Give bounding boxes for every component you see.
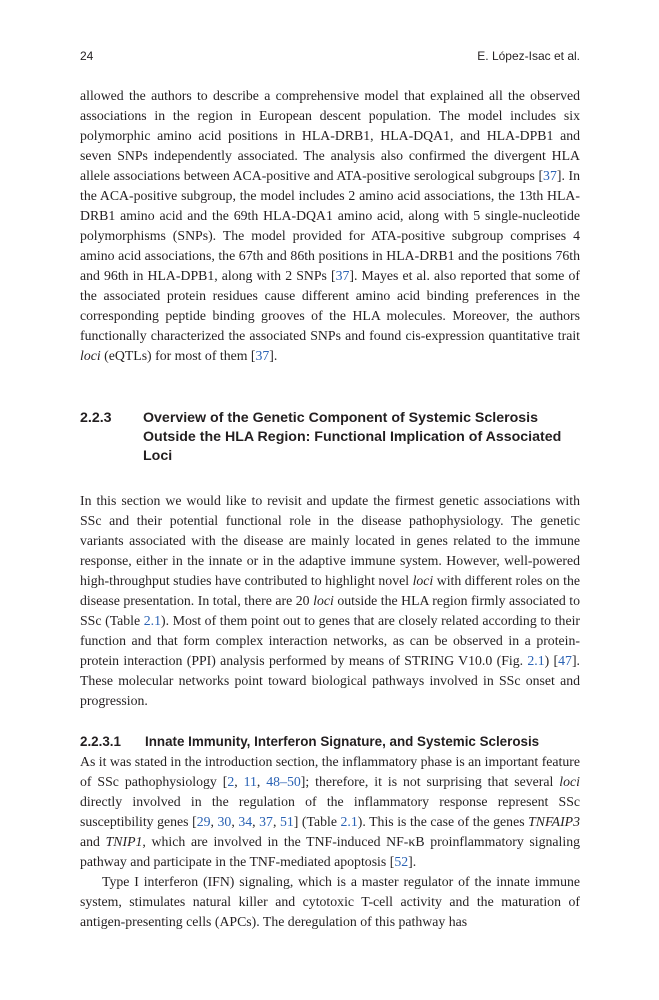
text-run: outside the HLA region firmly associated to SSc (Table [80, 593, 581, 628]
subsection-number: 2.2.3.1 [80, 734, 121, 749]
text-run: , which are involved in the TNF-induced NF-κB proinflammatory signaling pathway and participate in the TNF-mediated apoptosis [ [80, 834, 580, 869]
body-text [80, 86, 580, 932]
text-run: ). This is the case of the genes [357, 814, 529, 829]
text-run: As it was stated in the introduction section, the inflammatory phase is an important feature of SSc pathophysiology [ [80, 754, 581, 789]
text-run: , [256, 774, 267, 789]
text-run: directly involved in the regulation of the inflammatory response represent SSc susceptibility genes [ [80, 794, 580, 829]
section-heading [80, 409, 580, 466]
citation-link[interactable]: 37 [259, 814, 273, 829]
citation-link[interactable]: 37 [543, 168, 557, 183]
text-run: ]; therefore, it is not surprising that several [300, 774, 560, 789]
running-head [80, 49, 580, 69]
italic-term: TNFAIP3 [528, 814, 580, 829]
section-title: Overview of the Genetic Component of Systemic Sclerosis Outside the HLA Region: Functional Implication of Associated Loci [143, 410, 562, 464]
citation-link[interactable]: 48–50 [266, 774, 301, 789]
section-number: 2.2.3 [80, 410, 112, 426]
citation-link[interactable]: 2.1 [143, 613, 162, 628]
text-run: , [231, 814, 239, 829]
citation-link[interactable]: 52 [394, 854, 409, 869]
paragraph-1 [80, 86, 580, 366]
citation-link[interactable]: 11 [243, 774, 257, 789]
text-run: , [252, 814, 260, 829]
text-run: with different roles on the disease presentation. In total, there are 20 [80, 573, 580, 608]
text-run: ]. [408, 854, 417, 869]
italic-term: loci [80, 348, 101, 363]
citation-link[interactable]: 37 [335, 268, 350, 283]
page-number: 24 [80, 49, 94, 63]
text-run: , [210, 814, 218, 829]
citation-link[interactable]: 2.1 [340, 814, 358, 829]
citation-link[interactable]: 30 [217, 814, 232, 829]
text-run: ]. In the ACA-positive subgroup, the model includes 2 amino acid associations, the 13th HLA-DRB1 amino acid and the 69th HLA-DQA1 amino acid, along with 5 single-nucleotide polymorphisms (SNPs). The model provided for ATA-positive subgroup comprises 4 amino acid associations, the 67th and 86th positions in HLA-DRB1 and the positions 76th and 96th in HLA-DPB1, along with 2 SNPs [ [80, 168, 580, 283]
text-run: allowed the authors to describe a comprehensive model that explained all the observed associations in the region in European descent population. The model includes six polymorphic amino acid positions in HLA-DRB1, HLA-DQA1, and HLA-DPB1 and seven SNPs independently associated. The analysis also confirmed the divergent HLA allele associations between ACA-positive and ATA-positive serological subgroups [ [80, 88, 580, 183]
citation-link[interactable]: 37 [255, 348, 270, 363]
text-run: , [272, 814, 280, 829]
citation-link[interactable]: 2.1 [527, 653, 545, 668]
citation-link[interactable]: 51 [279, 814, 294, 829]
italic-term: loci [412, 573, 434, 588]
paragraph-2 [80, 491, 580, 711]
text-run: and [80, 834, 106, 849]
text-run: ]. Mayes et al. also reported that some of the associated protein residues cause different amino acid binding preferences in the corresponding peptide binding grooves of the HLA molecules. Moreover, the authors functionally characterized the associated SNPs and found cis-expression quantitative trait [80, 268, 580, 343]
text-run: , [234, 774, 244, 789]
text-run: (eQTLs) for most of them [ [100, 348, 256, 363]
text-run: ) [ [544, 653, 559, 668]
paragraph-3 [80, 752, 580, 872]
text-run: ] (Table [293, 814, 341, 829]
subsection-title: Innate Immunity, Interferon Signature, and Systemic Sclerosis [145, 734, 540, 749]
italic-term: TNIP1 [105, 834, 143, 849]
citation-link[interactable]: 34 [238, 814, 253, 829]
italic-term: loci [559, 774, 580, 789]
citation-link[interactable]: 2 [227, 774, 235, 789]
running-head-authors: E. López-Isac et al. [477, 49, 580, 63]
citation-link[interactable]: 29 [196, 814, 211, 829]
text-run: ). Most of them point out to genes that are closely related according to their function and that form complex interaction networks, as can be observed in a protein-protein interaction (PPI) analysis performed by means of STRING V10.0 (Fig. [80, 613, 580, 668]
subsection-heading [80, 733, 580, 751]
text-run: In this section we would like to revisit and update the firmest genetic associations with SSc and their potential functional role in the disease pathophysiology. The genetic variants associated with the disease are mainly located in genes related to the immune response, either in the innate or in the adaptive immune system. However, well-powered high-throughput studies have contributed to highlight novel [80, 493, 580, 588]
paragraph-4 [80, 872, 580, 932]
text-run: ]. These molecular networks point toward biological pathways involved in SSc onset and progression. [80, 653, 580, 708]
italic-term: loci [313, 593, 334, 608]
citation-link[interactable]: 47 [558, 653, 572, 668]
text-run: Type I interferon (IFN) signaling, which is a master regulator of the innate immune system, stimulates natural killer and cytotoxic T-cell activity and the maturation of antigen-presenting cells (APCs). The deregulation of this pathway has [80, 874, 580, 929]
text-run: ]. [269, 348, 278, 363]
